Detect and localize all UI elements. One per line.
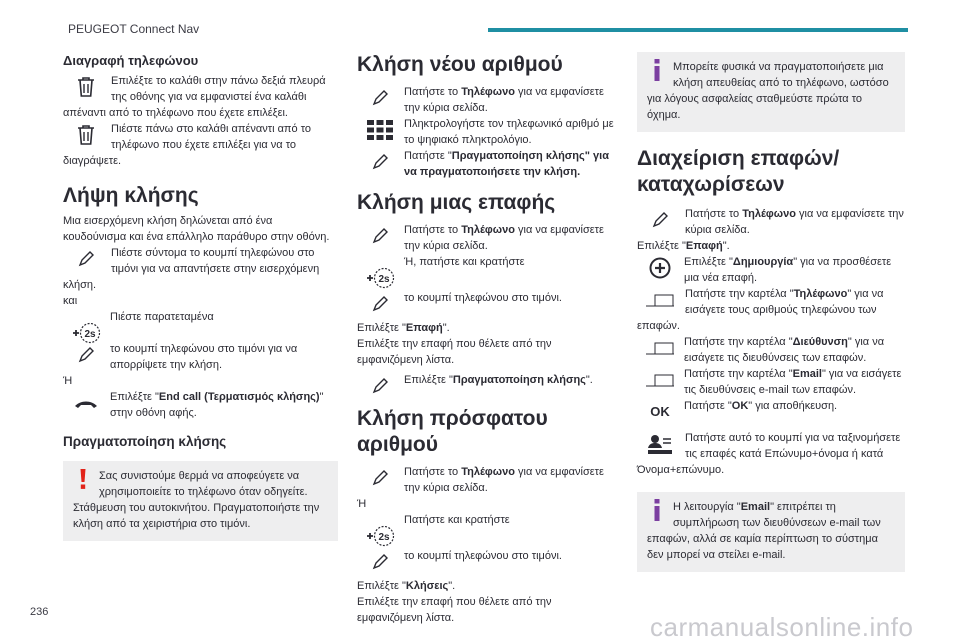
contacts-step-ok: OK Πατήστε "OK" για αποθήκευση. <box>637 398 905 420</box>
call-contact-step-1: Πατήστε το Τηλέφωνο για να εμφανίσετε την κύρια σελίδα. <box>357 222 620 254</box>
header-title: PEUGEOT Connect Nav <box>68 22 200 36</box>
contacts-step-phone: Πατήστε το Τηλέφωνο για να εμφανίσετε την κύρια σελίδα. <box>637 206 905 238</box>
call-contact-step-wheel: το κουμπί τηλεφώνου στο τιμόνι. <box>357 290 620 312</box>
receive-call-step-hold: 2s Πιέστε παρατεταμένα <box>63 309 338 331</box>
pencil-touch-icon <box>365 222 395 250</box>
pencil-touch-icon <box>365 464 395 492</box>
receive-call-step-reject: το κουμπί τηλεφώνου στο τιμόνι για να απορρίψετε την κλήση. <box>63 341 338 373</box>
new-number-step-1: Πατήστε το Τηλέφωνο για να εμφανίσετε την κύρια σελίδα. <box>357 84 620 116</box>
new-number-step-2: Πληκτρολογήστε τον τηλεφωνικό αριθμό με το ψηφιακό πληκτρολόγιο. <box>357 116 620 148</box>
contacts-step-sort: Πατήστε αυτό το κουμπί για να ταξινομήσετε τις επαφές κατά Επώνυμο+όνομα ή κατά Όνομα+επώνυμο. <box>637 432 901 476</box>
contacts-step-create: Επιλέξτε "Δημιουργία" για να προσθέσετε μια νέα επαφή. <box>637 254 905 286</box>
column-2 <box>357 52 620 626</box>
header-accent-bar <box>488 28 908 32</box>
trash-icon <box>71 121 101 149</box>
recent-number-step-hold: 2s Πατήστε και κρατήστε <box>357 512 620 534</box>
pencil-touch-icon <box>645 206 675 234</box>
section-title-contacts-l2: καταχωρίσεων <box>637 173 785 196</box>
receive-call-intro: Μια εισερχόμενη κλήση δηλώνεται από ένα κουδούνισμα και ένα επάλληλο παράθυρο στην οθόνη. <box>63 215 330 243</box>
tab-icon <box>645 334 675 362</box>
tab-icon <box>645 366 675 394</box>
section-title-call-contact: Κλήση μιας επαφής <box>357 191 556 214</box>
or-label: Ή <box>63 375 73 387</box>
pencil-touch-icon <box>71 341 101 369</box>
warning-icon <box>73 468 93 496</box>
recent-number-step-wheel: το κουμπί τηλεφώνου στο τιμόνι. <box>357 548 620 570</box>
contacts-step-address-tab: Πατήστε την καρτέλα "Διεύθυνση" για να εισάγετε τις διευθύνσεις των επαφών. <box>637 334 905 366</box>
pencil-touch-icon <box>365 290 395 318</box>
column-3 <box>637 52 905 572</box>
pencil-touch-icon <box>71 245 101 273</box>
trash-icon <box>71 73 101 101</box>
section-title-new-number: Κλήση νέου αριθμού <box>357 53 563 76</box>
delete-phone-step-1: Επιλέξτε το καλάθι στην πάνω δεξιά πλευρά της οθόνης για να εμφανιστεί ένα καλάθι απέναντι από το τηλέφωνο που έχετε επιλέξει. <box>63 75 326 119</box>
info-note-email: Η λειτουργία "Email" επιτρέπει τη συμπλήρωση των διευθύνσεων e-mail των επαφών, αλλά σε καμία περίπτωση το σύστημα δεν μπορεί να στείλει e-mail. <box>637 492 905 572</box>
call-contact-step-hold: 2s Ή, πατήστε και κρατήστε <box>357 254 620 276</box>
warning-note: Σας συνιστούμε θερμά να αποφεύγετε να χρησιμοποιείτε το τηλέφωνο όταν οδηγείτε. Στάθμευση του αυτοκινήτου. Πραγματοποιήστε την κλήση από τα χειριστήρια στο τιμόνι. <box>63 461 338 541</box>
keypad-icon <box>365 116 395 144</box>
contacts-step-email-tab: Πατήστε την καρτέλα "Email" για να εισάγετε τις διευθύνσεις e-mail των επαφών. <box>637 366 905 398</box>
ok-icon: OK <box>650 404 670 419</box>
section-title-receive-call: Λήψη κλήσης <box>63 184 199 207</box>
column-1 <box>63 52 338 541</box>
section-title-recent-number: Κλήση πρόσφατου αριθμού <box>357 407 548 456</box>
press-2s-icon <box>365 264 395 292</box>
contacts-step-phone-tab: Πατήστε την καρτέλα "Τηλέφωνο" για να εισάγετε τους αριθμούς τηλεφώνου των επαφών. <box>637 288 884 332</box>
info-icon <box>647 59 667 87</box>
pencil-touch-icon <box>365 84 395 112</box>
section-title-contacts-l1: Διαχείριση επαφών/ <box>637 147 840 170</box>
pencil-touch-icon <box>365 148 395 176</box>
press-2s-icon <box>365 522 395 550</box>
select-from-list-text: Επιλέξτε την επαφή που θέλετε από την εμφανιζόμενη λίστα. <box>357 338 552 366</box>
svg-text:2s: 2s <box>378 274 390 285</box>
hang-up-icon <box>71 389 101 417</box>
info-note-direct-call: Μπορείτε φυσικά να πραγματοποιήσετε μια κλήση απευθείας από το τηλέφωνο, ωστόσο για λόγους ασφαλείας σταθμεύστε πρώτα το όχημα. <box>637 52 905 132</box>
select-contact-text: Επιλέξτε "Επαφή". <box>357 322 450 334</box>
tab-icon <box>645 286 675 314</box>
pencil-touch-icon <box>365 372 395 400</box>
receive-call-step-answer: Πιέστε σύντομα το κουμπί τηλεφώνου στο τιμόνι για να απαντήσετε στην εισερχόμενη κλήση. <box>63 247 320 291</box>
or-label: Ή <box>357 498 367 510</box>
recent-number-step-1: Πατήστε το Τηλέφωνο για να εμφανίσετε την κύρια σελίδα. <box>357 464 620 496</box>
svg-text:2s: 2s <box>378 532 390 543</box>
watermark: carmanualsonline.info <box>650 612 914 642</box>
and-label: και <box>63 295 78 307</box>
select-from-list-text: Επιλέξτε την επαφή που θέλετε από την εμφανιζόμενη λίστα. <box>357 596 552 624</box>
section-title-delete-phone: Διαγραφή τηλεφώνου <box>63 53 199 68</box>
receive-call-step-endcall: Επιλέξτε "End call (Τερματισμός κλήσης)" στην οθόνη αφής. <box>63 389 338 421</box>
call-contact-step-make-call: Επιλέξτε "Πραγματοποίηση κλήσης". <box>357 372 620 394</box>
pencil-touch-icon <box>365 548 395 576</box>
select-calls-text: Επιλέξτε "Κλήσεις". <box>357 580 456 592</box>
delete-phone-step-2: Πιέστε πάνω στο καλάθι απέναντι από το τηλέφωνο που έχετε επιλέξει για να το διαγράψετε. <box>63 123 311 167</box>
add-circle-icon <box>645 254 675 282</box>
info-icon <box>647 499 667 527</box>
page-number: 236 <box>30 606 49 618</box>
contact-card-icon <box>645 430 675 458</box>
section-title-make-call: Πραγματοποίηση κλήσης <box>63 434 227 449</box>
new-number-step-3: Πατήστε "Πραγματοποίηση κλήσης" για να πραγματοποιήσετε την κλήση. <box>357 148 620 180</box>
svg-text:2s: 2s <box>84 329 96 340</box>
select-contact-text: Επιλέξτε "Επαφή". <box>637 240 730 252</box>
